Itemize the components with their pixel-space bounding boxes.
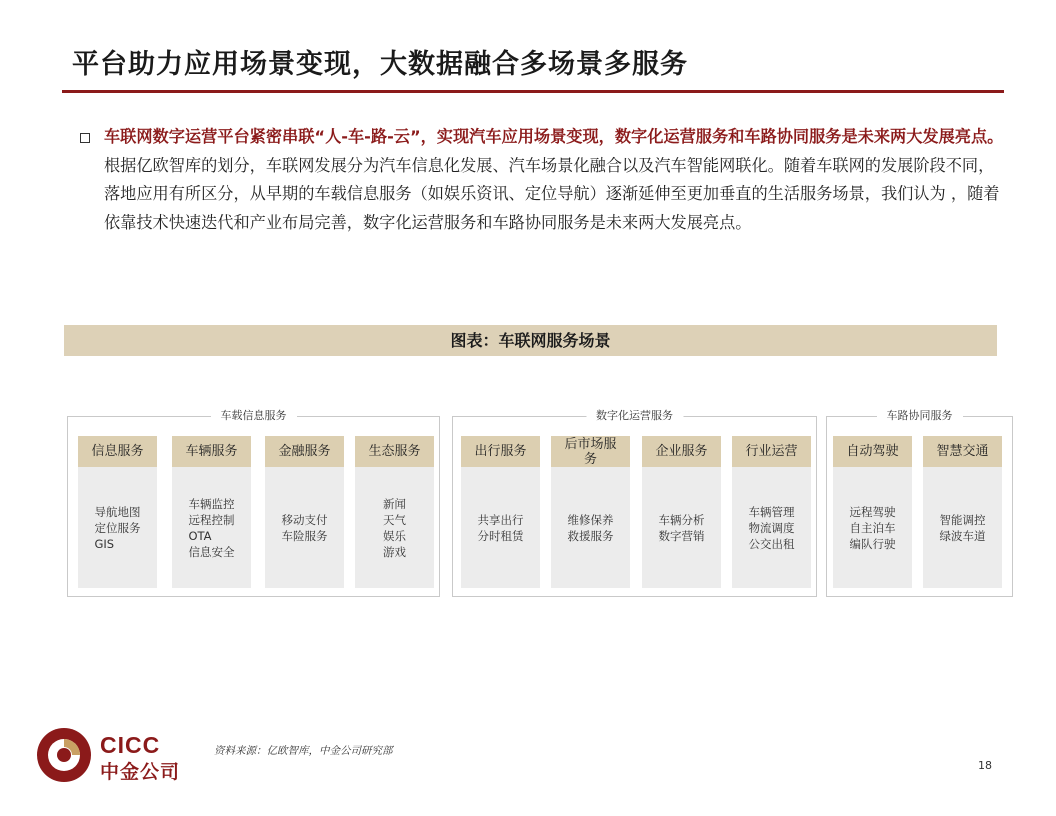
card-line: 物流调度 [748,520,795,535]
card-line: 车辆分析 [658,512,705,527]
card-vehicle-service [172,436,251,588]
card-line: 车辆管理 [748,504,795,519]
card-line: 移动支付 [281,512,328,527]
card-head: 出行服务 [461,436,540,467]
figure-title-bar [64,325,997,356]
card-body [923,467,1002,588]
card-line: 公交出租 [748,536,795,551]
card-line: 分时租赁 [477,528,524,543]
page-number: 18 [978,759,992,772]
card-line: OTA [188,528,212,543]
cicc-logo-icon [36,727,92,783]
group-label: 车载信息服务 [211,408,297,424]
card-body [265,467,344,588]
card-line: 车险服务 [281,528,328,543]
card-industry-ops [732,436,811,588]
card-head: 行业运营 [732,436,811,467]
card-line: 导航地图 [94,504,141,519]
group-label: 数字化运营服务 [586,408,683,424]
card-line: GIS [94,536,115,551]
card-body [355,467,434,588]
bullet-square-icon [80,133,90,143]
card-line: 车辆监控 [188,496,235,511]
card-body [551,467,630,588]
card-line: 共享出行 [477,512,524,527]
card-line: 娱乐 [383,528,406,543]
card-line: 定位服务 [94,520,141,535]
card-line: 维修保养 [567,512,614,527]
card-line: 智能调控 [939,512,986,527]
card-line: 新闻 [383,496,406,511]
card-body [833,467,912,588]
intro-highlight: 车联网数字运营平台紧密串联“人-车-路-云”，实现汽车应用场景变现，数字化运营服务和车路协同服务是未来两大发展亮点。 [104,127,1004,146]
card-finance-service [265,436,344,588]
card-head: 车辆服务 [172,436,251,467]
card-body [642,467,721,588]
card-head: 自动驾驶 [833,436,912,467]
title-rule [62,90,1004,93]
logo-english: CICC [100,732,161,758]
logo-chinese: 中金公司 [100,761,181,783]
card-line: 信息安全 [188,544,235,559]
card-head: 信息服务 [78,436,157,467]
card-info-service [78,436,157,588]
card-head: 金融服务 [265,436,344,467]
source-note: 资料来源：亿欧智库，中金公司研究部 [214,745,393,757]
card-line: 绿波车道 [939,528,986,543]
card-mobility-service [461,436,540,588]
intro-body: 根据亿欧智库的划分，车联网发展分为汽车信息化发展、汽车场景化融合以及汽车智能网联化。随着车联网的发展阶段不同，落地应用有所区分，从早期的车载信息服务（如娱乐资讯、定位导航）逐渐延伸至更加垂直的生活服务场景，我们认为 ，随着依靠技术快速迭代和产业布局完善，数字化运营服务和车路协同服务是未来两大发展亮点。 [104,155,1000,232]
card-head: 企业服务 [642,436,721,467]
group-label: 车路协同服务 [877,408,963,424]
card-line: 游戏 [383,544,406,559]
card-body [78,467,157,588]
figure-title: 图表：车联网服务场景 [450,331,611,350]
card-line: 编队行驶 [849,536,896,551]
card-body [172,467,251,588]
card-smart-traffic [923,436,1002,588]
card-line: 远程驾驶 [849,504,896,519]
card-line: 救援服务 [567,528,614,543]
card-line: 远程控制 [188,512,235,527]
card-head: 智慧交通 [923,436,1002,467]
card-aftermarket-service [551,436,630,588]
card-body [461,467,540,588]
card-line: 数字营销 [658,528,705,543]
card-body [732,467,811,588]
card-head: 生态服务 [355,436,434,467]
card-line: 天气 [383,512,406,527]
card-line: 自主泊车 [849,520,896,535]
intro-paragraph [104,123,1004,237]
card-eco-service [355,436,434,588]
card-head: 后市场服务 [551,436,630,467]
page-title: 平台助力应用场景变现，大数据融合多场景多服务 [72,49,688,80]
card-enterprise-service [642,436,721,588]
card-autonomous-driving [833,436,912,588]
